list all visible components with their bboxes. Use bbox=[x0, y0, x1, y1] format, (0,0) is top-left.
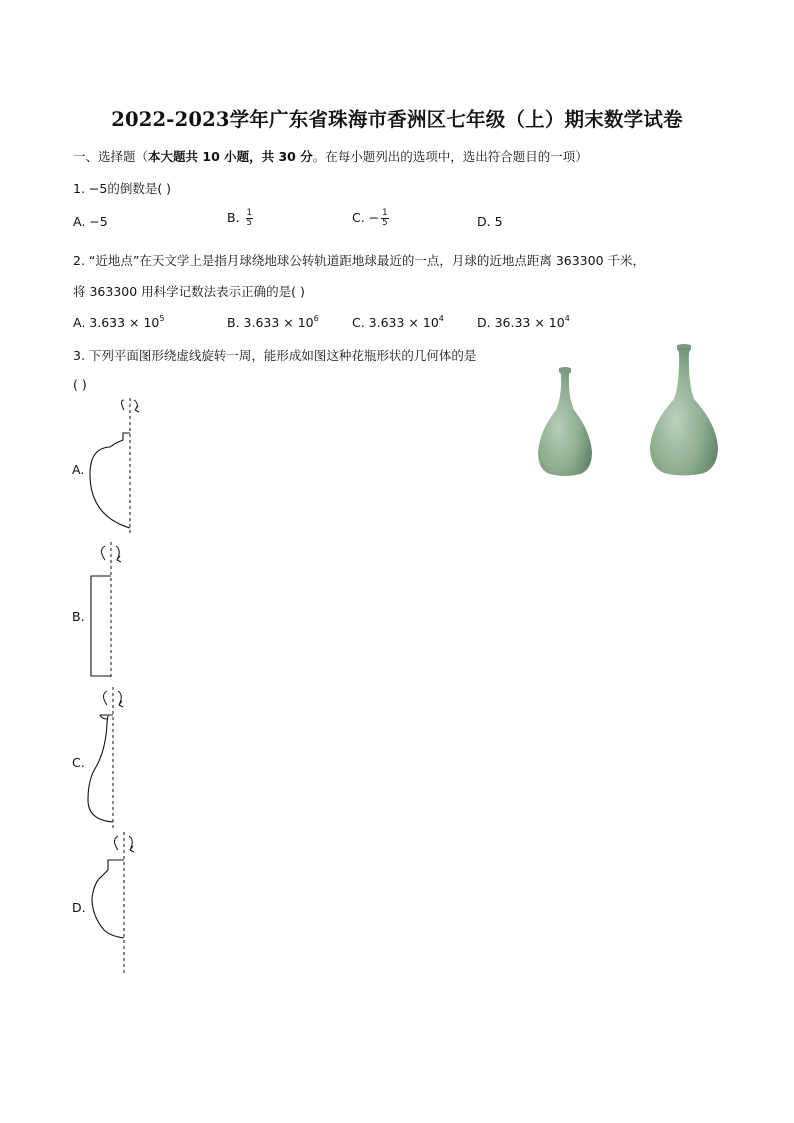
q1-option-c bbox=[352, 209, 389, 228]
q3-option-a-label: A. bbox=[72, 462, 85, 477]
section-heading bbox=[73, 147, 588, 165]
q2-a-exp: 5 bbox=[159, 314, 165, 323]
q1-option-b bbox=[227, 209, 253, 228]
vase-small-body bbox=[538, 368, 592, 476]
q2-b-base: B. 3.633 × 10 bbox=[227, 315, 314, 330]
a-outline bbox=[90, 433, 130, 528]
vase-small-image bbox=[530, 366, 600, 478]
q1-c-num: 1 bbox=[382, 208, 388, 218]
q3-stem: 3. 下列平面图形绕虚线旋转一周，能形成如图这种花瓶形状的几何体的是 bbox=[73, 348, 477, 363]
q2-a-base: A. 3.633 × 10 bbox=[73, 315, 160, 330]
q2-option-d bbox=[477, 315, 570, 330]
q3-option-a-figure bbox=[80, 396, 160, 538]
section-suffix: 。在每小题列出的选项中，选出符合题目的一项） bbox=[312, 149, 588, 164]
section-bold: 本大题共 10 小题，共 30 分 bbox=[148, 149, 313, 164]
q1-stem: 1. −5的倒数是( ) bbox=[73, 181, 172, 196]
q2-d-exp: 4 bbox=[564, 314, 570, 323]
b-outline bbox=[91, 576, 111, 676]
q1-option-a: A. −5 bbox=[73, 214, 108, 229]
q1-c-den: 5 bbox=[382, 218, 388, 228]
q3-option-c-figure bbox=[80, 685, 160, 830]
q1-b-prefix: B. bbox=[227, 210, 244, 225]
q2-d-base: D. 36.33 × 10 bbox=[477, 315, 565, 330]
q3-option-c-label: C. bbox=[72, 755, 85, 770]
q1-b-den: 5 bbox=[246, 218, 252, 228]
q2-b-exp: 6 bbox=[313, 314, 319, 323]
c-outline bbox=[88, 715, 113, 822]
q3-option-d-figure bbox=[80, 830, 160, 980]
section-prefix: 一、选择题（ bbox=[73, 149, 149, 164]
q2-stem-line2: 将 363300 用科学记数法表示正确的是( ) bbox=[73, 284, 305, 299]
c-lip bbox=[100, 715, 107, 719]
q2-c-exp: 4 bbox=[438, 314, 444, 323]
vase-large-mouth bbox=[677, 344, 691, 348]
q3-option-b-label: B. bbox=[72, 609, 85, 624]
q3-option-b-figure bbox=[80, 540, 160, 682]
q1-b-num: 1 bbox=[246, 208, 252, 218]
d-outline bbox=[92, 860, 124, 938]
q1-c-fraction bbox=[381, 209, 388, 228]
q2-stem-line1: 2. “近地点”在天文学上是指月球绕地球公转轨道距地球最近的一点，月球的近地点距离 363300 千米， bbox=[73, 253, 646, 268]
q2-c-base: C. 3.633 × 10 bbox=[352, 315, 439, 330]
q3-paren: ( ) bbox=[73, 377, 87, 392]
vase-large-image bbox=[644, 343, 724, 478]
q1-b-fraction bbox=[246, 209, 253, 228]
page-title: 2022-2023学年广东省珠海市香洲区七年级（上）期末数学试卷 bbox=[111, 108, 683, 131]
vase-small-mouth bbox=[559, 367, 571, 371]
q2-option-c bbox=[352, 315, 444, 330]
vase-large-body bbox=[650, 345, 718, 476]
q3-option-d-label: D. bbox=[72, 900, 86, 915]
q1-option-d: D. 5 bbox=[477, 214, 503, 229]
q2-option-a bbox=[73, 315, 164, 330]
q1-c-prefix: C. − bbox=[352, 210, 380, 225]
q2-option-b bbox=[227, 315, 319, 330]
